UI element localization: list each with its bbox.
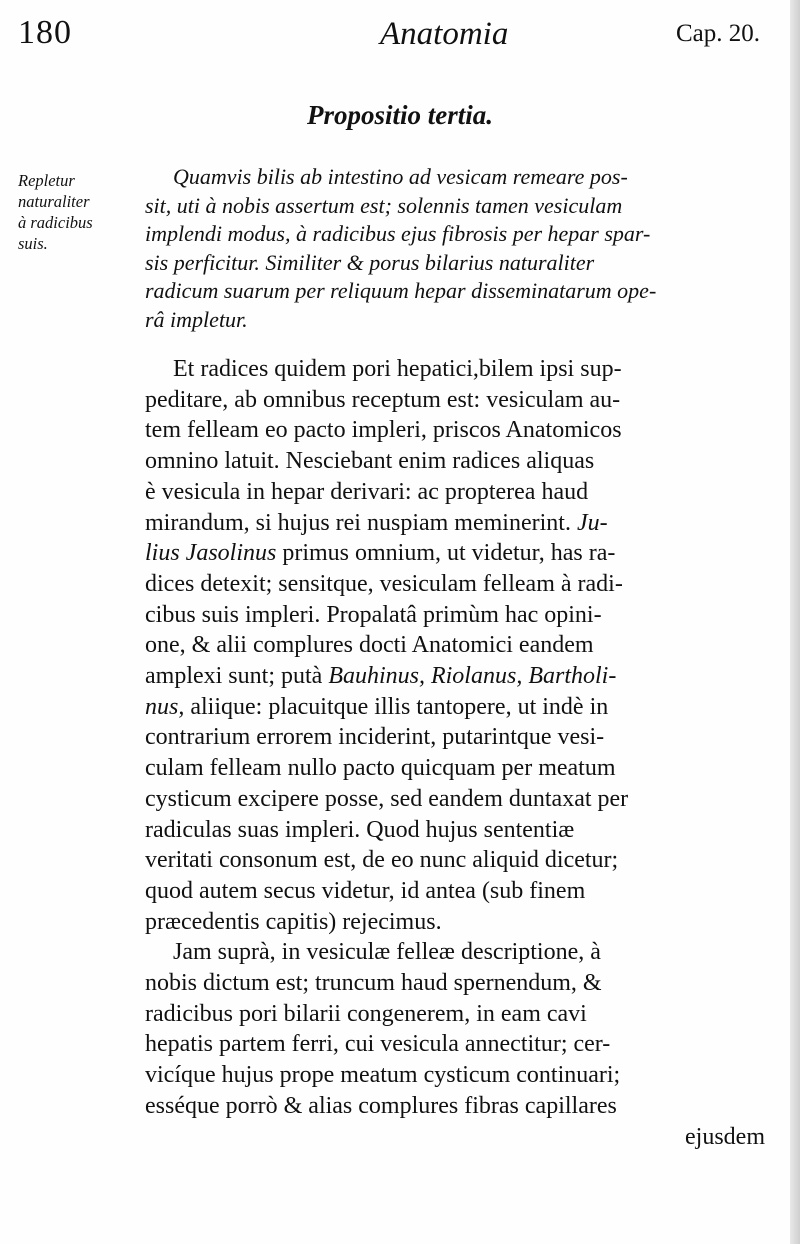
body-line [145, 753, 765, 784]
body-line [145, 354, 765, 385]
body-line [145, 784, 765, 815]
text-segment: radicibus pori bilarii congenerem, in eam cavi [145, 1000, 587, 1027]
body-line [145, 1060, 765, 1091]
italic-line: radicum suarum per reliquum hepar disseminatarum ope- [145, 278, 657, 303]
chapter-label: Cap. 20. [675, 20, 760, 47]
body-line [145, 569, 765, 600]
body-line [145, 968, 765, 999]
italic-paragraph [145, 163, 765, 334]
italic-line: râ impletur. [145, 306, 248, 332]
body-line [145, 415, 765, 446]
text-segment: esséque porrò & alias complures fibras capillares [145, 1092, 617, 1119]
proposition-heading: Propositio tertia. [306, 100, 493, 130]
italic-segment: nus, [145, 693, 185, 720]
text-segment: cibus suis impleri. Propalatâ primùm hac opini- [145, 601, 602, 628]
marginal-note [18, 170, 146, 254]
text-segment: tem felleam eo pacto impleri, priscos Anatomicos [145, 417, 622, 444]
body-text [145, 354, 765, 1152]
body-line [145, 661, 765, 692]
italic-segment: lius Jasolinus [145, 540, 277, 567]
marginal-note-line: suis. [18, 234, 48, 253]
text-segment: è vesicula in hepar derivari: ac propterea haud [145, 478, 589, 505]
text-segment: peditare, ab omnibus receptum est: vesiculam au- [145, 386, 621, 413]
body-line [145, 1091, 765, 1122]
text-segment: ejusdem [685, 1123, 765, 1150]
body-line [145, 477, 765, 508]
text-segment: præcedentis capitis) rejecimus. [145, 908, 442, 935]
body-line [145, 630, 765, 661]
text-segment: Et radices quidem pori hepatici,bilem ipsi sup- [173, 356, 622, 382]
body-line [145, 722, 765, 753]
text-segment: cysticum excipere posse, sed eandem duntaxat per [145, 785, 629, 812]
body-line [145, 1029, 765, 1060]
body-line [145, 845, 765, 876]
body-line [145, 692, 765, 723]
text-segment: nobis dictum est; truncum haud spernendum, & [145, 970, 602, 997]
text-segment: one, & alii complures docti Anatomici eandem [145, 632, 594, 659]
italic-line: Quamvis bilis ab intestino ad vesicam remeare pos- [173, 164, 628, 189]
body-line [145, 876, 765, 907]
marginal-note-line: Repletur [18, 171, 75, 190]
text-segment: primus omnium, ut videtur, has ra- [276, 540, 616, 567]
italic-line: implendi modus, à radicibus ejus fibrosis per hepar spar- [145, 221, 651, 246]
marginal-note-line: naturaliter [18, 192, 90, 211]
italic-line: sis perficitur. Similiter & porus bilarius naturaliter [145, 249, 595, 275]
text-segment: hepatis partem ferri, cui vesicula annectitur; cer- [145, 1031, 611, 1058]
page-number: 180 [18, 14, 72, 51]
italic-line: sit, uti à nobis assertum est; solennis tamen vesiculam [145, 192, 623, 218]
text-segment: omnino latuit. Nesciebant enim radices aliquas [145, 448, 595, 475]
body-line [145, 508, 765, 539]
text-segment: radiculas suas impleri. Quod hujus sententiæ [145, 816, 575, 843]
body-line [145, 446, 765, 477]
text-segment: mirandum, si hujus rei nuspiam meminerint. [145, 509, 577, 536]
text-segment: amplexi sunt; putà [145, 663, 329, 690]
body-line [145, 600, 765, 631]
italic-segment: Ju- [576, 509, 608, 536]
text-segment: veritati consonum est, de eo nunc aliquid dicetur; [145, 847, 619, 874]
text-segment: vicíque hujus prope meatum cysticum continuari; [145, 1062, 621, 1089]
body-line [145, 1122, 765, 1153]
page-edge [790, 0, 800, 1244]
body-line [145, 385, 765, 416]
marginal-note-line: à radicibus [18, 213, 93, 232]
body-line [145, 999, 765, 1030]
text-segment: aliique: placuitque illis tantopere, ut indè in [184, 693, 609, 720]
text-segment: quod autem secus videtur, id antea (sub finem [145, 877, 586, 904]
body-line [145, 937, 765, 968]
text-segment: Jam suprà, in vesiculæ felleæ descriptione, à [173, 939, 601, 966]
text-segment: dices detexit; sensitque, vesiculam felleam à radi- [145, 570, 623, 597]
body-line [145, 815, 765, 846]
text-segment: culam felleam nullo pacto quicquam per meatum [145, 755, 616, 782]
text-segment: contrarium errorem inciderint, putarintque vesi- [145, 724, 605, 751]
italic-segment: Bauhinus, Riolanus, Bartholi- [328, 663, 617, 690]
body-line [145, 907, 765, 938]
body-line [145, 538, 765, 569]
running-title: Anatomia [380, 16, 509, 52]
page-header [18, 14, 760, 64]
